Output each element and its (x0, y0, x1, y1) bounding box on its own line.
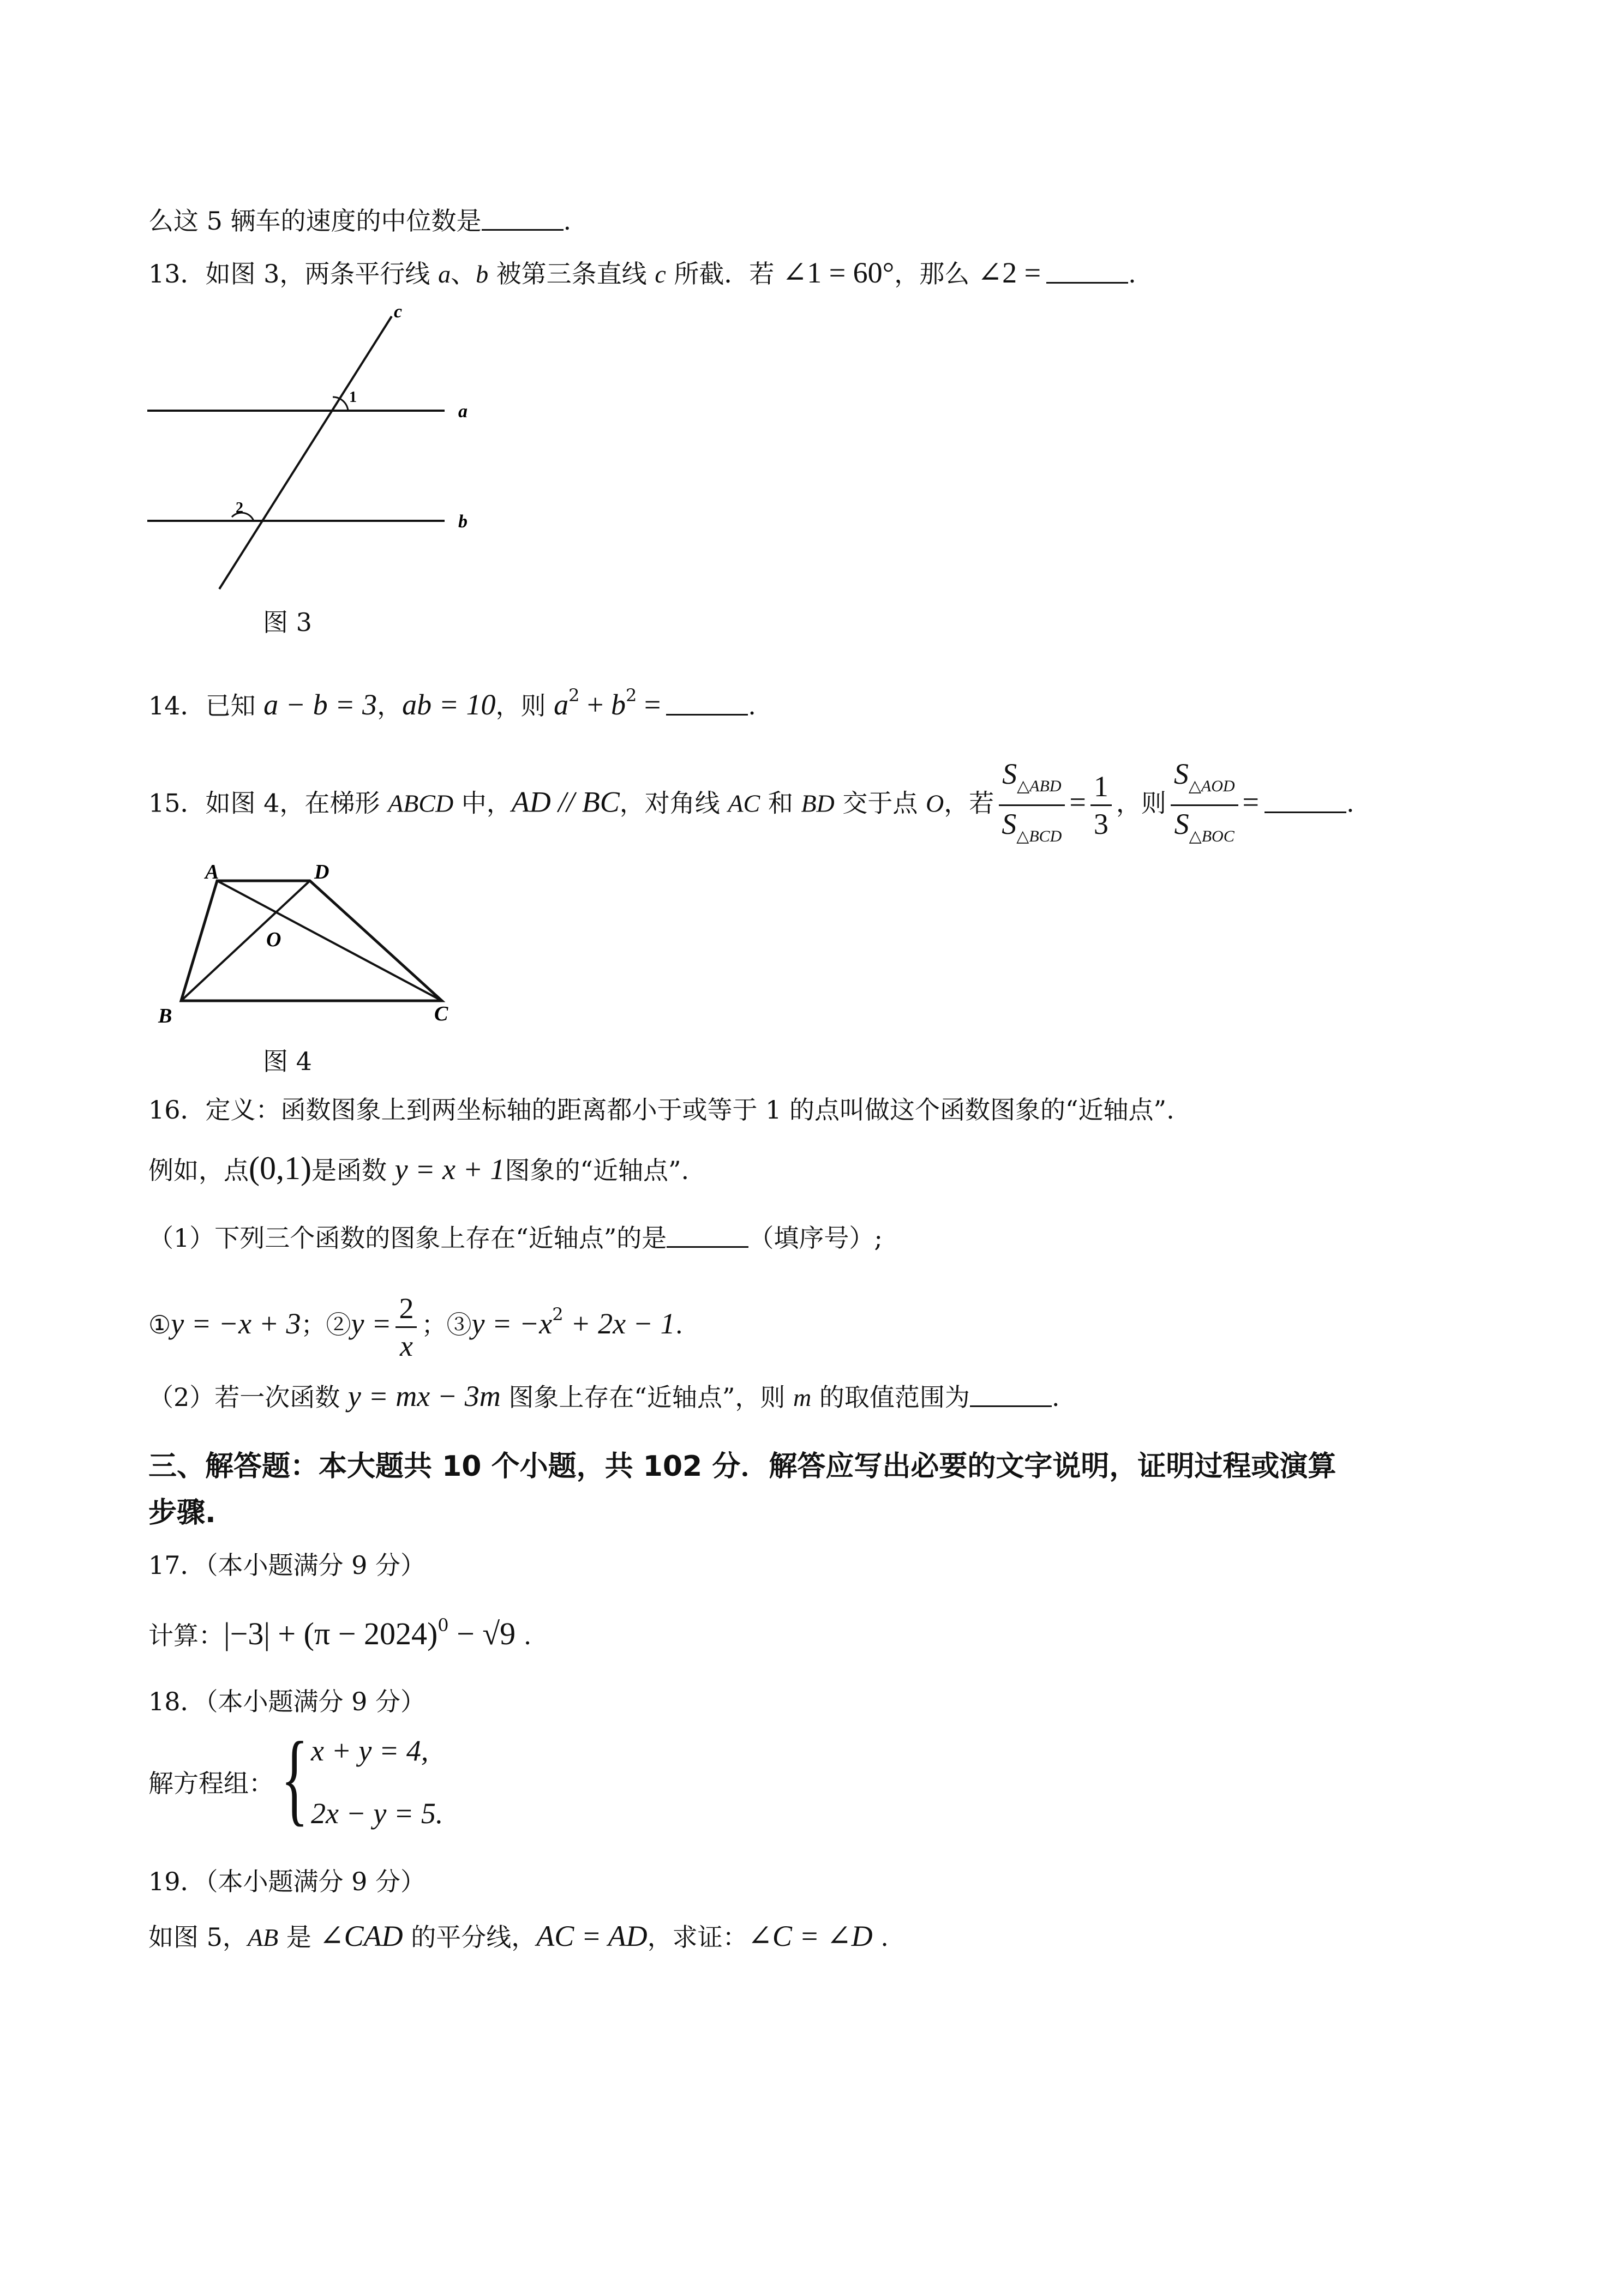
q19-text: 的平分线， (403, 1922, 537, 1952)
answer-blank (482, 211, 564, 231)
expression-part-1: |−3| + (π − 2024) (224, 1616, 438, 1651)
plus: + (579, 688, 611, 721)
q16-text: （1）下列三个函数的图象上存在“近轴点”的是 (148, 1223, 667, 1253)
one-third-fraction (1090, 771, 1112, 840)
period: . (675, 1310, 684, 1339)
point-coordinates: (0,1) (249, 1150, 311, 1186)
figure-4-caption: 图 4 (263, 1047, 312, 1076)
question-13 (148, 256, 1136, 291)
var-a: a (554, 688, 569, 721)
fraction-numerator (999, 758, 1064, 806)
diagonal-ac: AC (728, 789, 760, 818)
vertex-b: B (158, 1005, 172, 1027)
vertex-a: A (205, 861, 219, 883)
trapezoid-outline (181, 881, 442, 1001)
figure-4-trapezoid (147, 859, 475, 1033)
question-number: 14． (148, 691, 206, 720)
area-symbol: S (1173, 758, 1189, 790)
vertex-c: C (434, 1002, 448, 1025)
var-m: m (793, 1384, 812, 1411)
fraction-numerator: 1 (1090, 771, 1112, 806)
period: . (872, 1922, 889, 1952)
fraction-numerator (1171, 758, 1238, 806)
period: . (1346, 788, 1355, 818)
ask-angle: ∠2 = (977, 256, 1041, 289)
equals: = (1242, 785, 1260, 819)
fraction-denominator (998, 806, 1065, 852)
q16-text: （2）若一次函数 (148, 1383, 348, 1412)
area-symbol: S (1174, 808, 1189, 840)
equation-1: a − b = 3 (263, 688, 377, 721)
q18-label: 解方程组： (148, 1769, 274, 1798)
q16-definition: 16．定义：函数图象上到两坐标轴的距离都小于或等于 1 的点叫做这个函数图象的“近轴点”. (148, 1095, 1174, 1125)
q16-text: （填序号）; (748, 1223, 883, 1253)
period: . (1128, 259, 1136, 288)
choice-2-function: y = (351, 1307, 392, 1340)
period: . (1051, 1383, 1060, 1412)
section-3-heading-line-2: 步骤. (148, 1496, 216, 1529)
q19-text: 是 (278, 1922, 320, 1952)
line-c (219, 316, 392, 589)
q19-text: 如图 5， (148, 1922, 248, 1952)
choice-3-function: + 2x − 1 (563, 1307, 675, 1340)
fraction-numerator: 2 (395, 1293, 417, 1328)
separator: ； (301, 1310, 326, 1339)
choice-1-function: y = −x + 3 (171, 1307, 301, 1340)
fraction-denominator (1171, 806, 1238, 852)
trapezoid-name: ABCD (388, 789, 454, 818)
fraction-denominator: x (399, 1329, 413, 1362)
q16-choices (148, 1276, 683, 1363)
q16-text: 图象上存在“近轴点”，则 (500, 1383, 793, 1412)
vertex-d: D (314, 861, 329, 883)
q17-header: 17．（本小题满分 9 分） (148, 1550, 426, 1580)
choice-3-function: y = −x (471, 1307, 553, 1340)
answer-blank (667, 1228, 748, 1248)
section-3-heading-line-1: 三、解答题：本大题共 10 个小题，共 102 分．解答应写出必要的文字说明，证明过程或演算 (148, 1450, 1337, 1483)
subscript: △BOC (1189, 827, 1235, 845)
var-b: b (610, 688, 626, 721)
question-number: 15． (148, 788, 206, 818)
subscript: △ABD (1017, 777, 1062, 795)
subscript: △AOD (1188, 777, 1235, 795)
figure-3-parallel-lines (142, 305, 502, 600)
exponent: 2 (552, 1304, 564, 1325)
q16-text: 是函数 (311, 1156, 395, 1185)
q16-text: 例如，点 (148, 1156, 249, 1185)
separator: ； (421, 1310, 447, 1339)
q18-header: 18．（本小题满分 9 分） (148, 1687, 426, 1716)
point-o: O (926, 789, 944, 818)
q13-text: 、 (451, 259, 476, 288)
period: . (563, 206, 572, 236)
q14-text: 已知 (205, 691, 264, 720)
q15-text: 和 (760, 788, 801, 818)
equation-system-brace: { (281, 1721, 309, 1836)
label-c: c (394, 305, 403, 322)
q15-text: ，若 (944, 788, 994, 818)
answer-blank (970, 1387, 1052, 1407)
q16-example (148, 1152, 689, 1187)
equal-sides: AC = AD (536, 1920, 648, 1952)
choice-marker: ② (326, 1310, 351, 1339)
choice-marker: ① (148, 1310, 171, 1339)
q12-tail-text: 么这 5 辆车的速度的中位数是 (148, 206, 482, 236)
expression-part-2: − √9 (448, 1616, 516, 1651)
point-o: O (266, 928, 281, 951)
linear-function: y = mx − 3m (347, 1380, 501, 1413)
choice-marker: ③ (446, 1310, 472, 1339)
q19-header: 19．（本小题满分 9 分） (148, 1867, 426, 1896)
question-15 (148, 758, 1355, 852)
q12-tail (148, 205, 571, 237)
q15-text: 交于点 (834, 788, 926, 818)
q16-text: 图象的“近轴点”. (505, 1156, 690, 1185)
question-number: 13． (148, 259, 206, 288)
label-a: a (458, 401, 468, 422)
var-b: b (476, 260, 489, 288)
q13-text: 所截．若 (666, 259, 782, 288)
label-1: 1 (349, 389, 357, 406)
q19-text: ，求证： (647, 1922, 748, 1952)
q16-part-2 (148, 1380, 1059, 1414)
q14-text: ，则 (495, 691, 554, 720)
fraction-denominator: 3 (1093, 808, 1108, 840)
example-function: y = x + 1 (394, 1153, 505, 1186)
exponent: 2 (568, 685, 580, 706)
given-angle: ∠1 = 60° (782, 256, 895, 289)
q15-text: ，对角线 (619, 788, 728, 818)
q15-text: 中， (453, 788, 512, 818)
period: . (748, 691, 756, 720)
q19-statement (148, 1920, 889, 1954)
period: . (516, 1621, 532, 1650)
label-b: b (458, 512, 468, 532)
question-14 (148, 679, 756, 722)
area-symbol: S (1002, 808, 1017, 840)
answer-blank (666, 695, 748, 716)
q15-text: 如图 4，在梯形 (205, 788, 388, 818)
label-2: 2 (236, 500, 243, 516)
equals: = (637, 688, 661, 721)
choice-2-fraction (395, 1293, 417, 1362)
figure-3-caption: 图 3 (263, 608, 312, 637)
q17-expression (148, 1609, 531, 1652)
q13-text: 被第三条直线 (488, 259, 655, 288)
q16-text: 的取值范围为 (811, 1383, 970, 1412)
equals: = (1069, 785, 1086, 819)
var-c: c (655, 260, 666, 288)
parallel-statement: AD // BC (511, 785, 620, 819)
angle-equality: ∠C = ∠D (747, 1920, 873, 1952)
q13-text: 如图 3，两条平行线 (205, 259, 439, 288)
ask-ratio-fraction (1171, 758, 1238, 852)
equation-2: ab = 10 (402, 688, 496, 721)
q16-part-1 (148, 1222, 883, 1254)
area-symbol: S (1002, 758, 1017, 790)
q17-label: 计算： (148, 1621, 224, 1650)
q14-text: ， (377, 691, 403, 720)
answer-blank (1046, 263, 1128, 284)
q13-text: ，那么 (894, 259, 978, 288)
exponent: 2 (625, 685, 637, 706)
angle-cad: ∠CAD (319, 1920, 403, 1952)
answer-blank (1265, 793, 1346, 813)
diagonal-bd: BD (801, 789, 835, 818)
segment-ab: AB (247, 1924, 279, 1951)
equation-2: 2x − y = 5. (311, 1797, 444, 1830)
var-a: a (438, 260, 451, 288)
q15-text: ，则 (1116, 788, 1166, 818)
equation-1: x + y = 4, (311, 1734, 429, 1767)
area-ratio-fraction (998, 758, 1065, 852)
subscript: △BCD (1016, 827, 1062, 845)
exponent: 0 (438, 1615, 449, 1636)
